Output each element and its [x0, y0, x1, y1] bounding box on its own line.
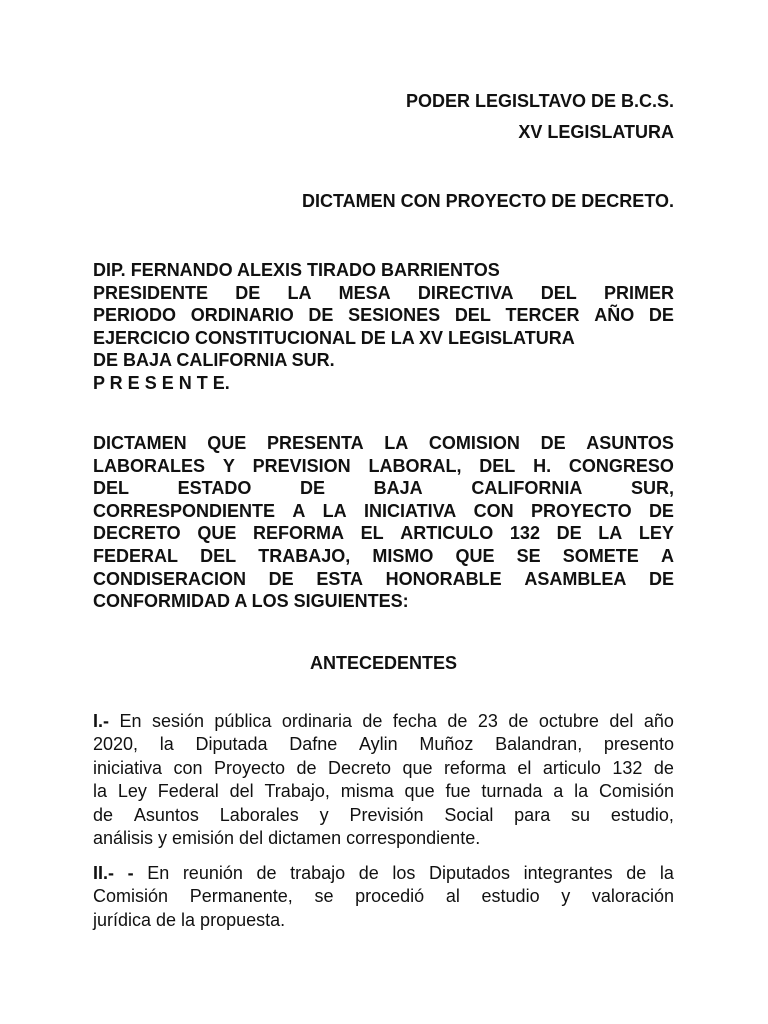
addressee-line: DIP. FERNANDO ALEXIS TIRADO BARRIENTOS: [93, 260, 500, 280]
intro-line: DECRETO QUE REFORMA EL ARTICULO 132 DE LA LEY: [93, 523, 674, 544]
antecedente-item-1: I.- En sesión pública ordinaria de fecha de 23 de octubre del año 2020, la Diputada Dafne Aylin Muñoz Balandran, presento iniciativa con Proyecto de Decreto que reforma el articulo 132 de la Ley Federal del Trabajo, misma que fue turnada a la Comisión de Asuntos Laborales y Previsión Social para su estudio, análisis y emisión del dictamen correspondiente.: [93, 710, 674, 850]
institution-title: PODER LEGISLTAVO DE B.C.S.: [405, 91, 674, 111]
item-text: 2020, la Diputada Dafne Aylin Muñoz Balandran, presento: [93, 734, 674, 755]
intro-line: CORRESPONDIENTE A LA INICIATIVA CON PROYECTO DE: [93, 500, 674, 521]
intro-line: FEDERAL DEL TRABAJO, MISMO QUE SE SOMETE A: [93, 545, 674, 566]
presente-line: P R E S E N T E.: [93, 372, 230, 393]
antecedentes-heading: ANTECEDENTES: [309, 653, 457, 673]
intro-line: CONDISERACION DE ESTA HONORABLE ASAMBLEA DE: [93, 568, 674, 589]
addressee-line: DE BAJA CALIFORNIA SUR.: [93, 350, 335, 371]
item-text: iniciativa con Proyecto de Decreto que reforma el articulo 132 de: [93, 757, 674, 778]
addressee-block: [93, 259, 674, 395]
addressee-line: EJERCICIO CONSTITUCIONAL DE LA XV LEGISLATURA: [93, 327, 575, 348]
legislature-title: XV LEGISLATURA: [518, 122, 674, 142]
intro-line: LABORALES Y PREVISION LABORAL, DEL H. CONGRESO: [93, 455, 674, 476]
addressee-line: PERIODO ORDINARIO DE SESIONES DEL TERCER AÑO DE: [93, 305, 674, 326]
item-text: de Asuntos Laborales y Previsión Social para su estudio,: [93, 804, 674, 825]
item-text: Comisión Permanente, se procedió al estudio y valoración: [93, 886, 674, 907]
intro-line: DEL ESTADO DE BAJA CALIFORNIA SUR,: [93, 478, 674, 499]
item-text: análisis y emisión del dictamen correspondiente.: [93, 828, 481, 849]
antecedente-item-2: II.- - En reunión de trabajo de los Diputados integrantes de la Comisión Permanente, se procedió al estudio y valoración jurídica de la propuesta.: [93, 862, 674, 932]
item-text: jurídica de la propuesta.: [93, 909, 286, 930]
addressee-line: PRESIDENTE DE LA MESA DIRECTIVA DEL PRIMER: [93, 282, 674, 303]
item-text: la Ley Federal del Trabajo, misma que fue turnada a la Comisión: [93, 781, 674, 802]
intro-line: CONFORMIDAD A LOS SIGUIENTES:: [93, 591, 409, 612]
intro-line: DICTAMEN QUE PRESENTA LA COMISION DE ASUNTOS: [93, 433, 674, 453]
document-type-title: DICTAMEN CON PROYECTO DE DECRETO.: [301, 191, 674, 211]
intro-block: [93, 432, 674, 613]
